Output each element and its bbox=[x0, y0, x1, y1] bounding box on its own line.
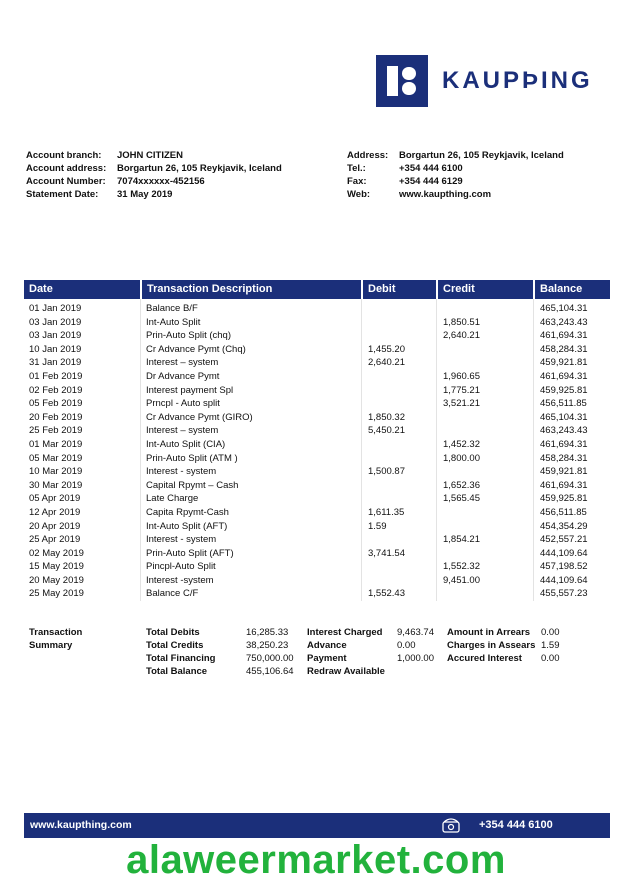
cell-date: 01 Feb 2019 bbox=[29, 370, 83, 382]
cell-debit: 1,500.87 bbox=[368, 466, 405, 478]
cell-date: 20 Apr 2019 bbox=[29, 520, 81, 532]
cell-date: 05 Apr 2019 bbox=[29, 493, 81, 505]
cell-description: Cr Advance Pymt (Chq) bbox=[146, 343, 246, 355]
cell-credit: 1,565.45 bbox=[443, 493, 480, 505]
charges-value: 1.59 bbox=[541, 640, 560, 651]
cell-credit: 1,452.32 bbox=[443, 438, 480, 450]
cell-description: Interest – system bbox=[146, 425, 219, 437]
cell-date: 02 Feb 2019 bbox=[29, 384, 83, 396]
table-row bbox=[24, 397, 610, 411]
account-number-label: Account Number: bbox=[26, 176, 106, 187]
total-debits-value: 16,285.33 bbox=[246, 627, 289, 638]
cell-date: 05 Mar 2019 bbox=[29, 452, 83, 464]
total-debits-label: Total Debits bbox=[146, 627, 200, 638]
cell-date: 02 May 2019 bbox=[29, 547, 84, 559]
table-row bbox=[24, 411, 610, 425]
cell-description: Interest payment Spl bbox=[146, 384, 234, 396]
header-date: Date bbox=[29, 283, 53, 295]
summary-title-line1: Transaction bbox=[29, 627, 83, 638]
cell-balance: 461,694.31 bbox=[540, 438, 588, 450]
cell-debit: 1,611.35 bbox=[368, 506, 405, 518]
contact-tel-value: +354 444 6100 bbox=[399, 163, 463, 174]
payment-label: Payment bbox=[307, 653, 347, 664]
cell-description: Interest - system bbox=[146, 466, 217, 478]
account-number-value: 7074xxxxxx-452156 bbox=[117, 176, 205, 187]
arrears-value: 0.00 bbox=[541, 627, 560, 638]
payment-value: 1,000.00 bbox=[397, 653, 434, 664]
advance-value: 0.00 bbox=[397, 640, 416, 651]
transactions-header bbox=[24, 280, 610, 299]
cell-balance: 465,104.31 bbox=[540, 303, 588, 314]
account-branch-value: JOHN CITIZEN bbox=[117, 150, 183, 161]
footer-bar bbox=[24, 813, 610, 838]
cell-description: Capita Rpymt-Cash bbox=[146, 506, 229, 518]
cell-balance: 461,694.31 bbox=[540, 370, 588, 382]
cell-balance: 456,511.85 bbox=[540, 506, 587, 518]
cell-balance: 444,109.64 bbox=[540, 547, 588, 559]
cell-description: Prin-Auto Split (AFT) bbox=[146, 547, 234, 559]
cell-description: Int-Auto Split bbox=[146, 316, 201, 328]
cell-date: 15 May 2019 bbox=[29, 561, 84, 573]
account-branch-label: Account branch: bbox=[26, 150, 102, 161]
cell-date: 25 Apr 2019 bbox=[29, 534, 81, 546]
cell-debit: 1,552.43 bbox=[368, 588, 405, 600]
table-row bbox=[24, 479, 610, 493]
cell-balance: 455,557.23 bbox=[540, 588, 588, 600]
cell-balance: 463,243.43 bbox=[540, 316, 588, 328]
cell-description: Prin-Auto Split (ATM ) bbox=[146, 452, 238, 464]
bank-name: KAUPÞING bbox=[442, 67, 593, 94]
cell-date: 10 Jan 2019 bbox=[29, 343, 82, 355]
cell-credit: 1,850.51 bbox=[443, 316, 480, 328]
account-info bbox=[26, 149, 282, 201]
interest-charged-value: 9,463.74 bbox=[397, 627, 434, 638]
cell-date: 25 May 2019 bbox=[29, 588, 84, 600]
account-address-label: Account address: bbox=[26, 163, 107, 174]
cell-date: 03 Jan 2019 bbox=[29, 316, 82, 328]
cell-balance: 444,109.64 bbox=[540, 574, 588, 586]
total-financing-value: 750,000.00 bbox=[246, 653, 294, 664]
table-row bbox=[24, 438, 610, 452]
advance-label: Advance bbox=[307, 640, 347, 651]
cell-credit: 3,521.21 bbox=[443, 398, 480, 410]
cell-debit: 1,850.32 bbox=[368, 411, 405, 423]
cell-credit: 1,652.36 bbox=[443, 479, 480, 491]
table-row bbox=[24, 587, 610, 601]
contact-address-value: Borgartun 26, 105 Reykjavik, Iceland bbox=[399, 150, 564, 161]
contact-web-value: www.kaupthing.com bbox=[399, 189, 492, 200]
table-row bbox=[24, 452, 610, 466]
cell-description: Dr Advance Pymt bbox=[146, 370, 220, 382]
cell-credit: 2,640.21 bbox=[443, 330, 480, 342]
table-row bbox=[24, 533, 610, 547]
cell-balance: 459,925.81 bbox=[540, 384, 588, 396]
cell-debit: 1.59 bbox=[368, 520, 387, 532]
table-row bbox=[24, 316, 610, 330]
cell-balance: 452,557.21 bbox=[540, 534, 588, 546]
cell-description: Interest - system bbox=[146, 534, 217, 546]
cell-date: 30 Mar 2019 bbox=[29, 479, 83, 491]
contact-tel-label: Tel.: bbox=[347, 163, 366, 174]
table-row bbox=[24, 492, 610, 506]
cell-balance: 461,694.31 bbox=[540, 479, 588, 491]
transactions-table bbox=[24, 302, 610, 601]
cell-balance: 458,284.31 bbox=[540, 343, 588, 355]
cell-description: Prncpl - Auto split bbox=[146, 398, 220, 410]
cell-credit: 9,451.00 bbox=[443, 574, 480, 586]
cell-credit: 1,775.21 bbox=[443, 384, 480, 396]
charges-label: Charges in Assears bbox=[447, 640, 536, 651]
cell-balance: 456,511.85 bbox=[540, 398, 587, 410]
cell-description: Capital Rpymt – Cash bbox=[146, 479, 239, 491]
total-credits-value: 38,250.23 bbox=[246, 640, 289, 651]
cell-debit: 1,455.20 bbox=[368, 343, 405, 355]
cell-description: Cr Advance Pymt (GIRO) bbox=[146, 411, 253, 423]
table-row bbox=[24, 520, 610, 534]
phone-icon bbox=[442, 817, 460, 833]
bank-contact-info bbox=[347, 149, 564, 201]
transaction-summary bbox=[24, 626, 610, 678]
table-row bbox=[24, 302, 610, 316]
cell-credit: 1,800.00 bbox=[443, 452, 480, 464]
cell-balance: 459,921.81 bbox=[540, 357, 588, 369]
total-credits-label: Total Credits bbox=[146, 640, 204, 651]
table-row bbox=[24, 560, 610, 574]
accured-interest-label: Accured Interest bbox=[447, 653, 522, 664]
watermark-text: alaweermarket.com bbox=[126, 838, 506, 882]
total-balance-value: 455,106.64 bbox=[246, 666, 294, 677]
contact-fax-value: +354 444 6129 bbox=[399, 176, 463, 187]
cell-date: 05 Feb 2019 bbox=[29, 398, 83, 410]
header-description: Transaction Description bbox=[140, 280, 272, 299]
cell-credit: 1,960.65 bbox=[443, 370, 480, 382]
table-row bbox=[24, 547, 610, 561]
footer-phone[interactable]: +354 444 6100 bbox=[479, 819, 553, 831]
table-row bbox=[24, 424, 610, 438]
cell-date: 10 Mar 2019 bbox=[29, 466, 83, 478]
statement-date-label: Statement Date: bbox=[26, 189, 99, 200]
cell-credit: 1,854.21 bbox=[443, 534, 480, 546]
cell-credit: 1,552.32 bbox=[443, 561, 480, 573]
cell-description: Int-Auto Split (CIA) bbox=[146, 438, 226, 450]
cell-balance: 461,694.31 bbox=[540, 330, 588, 342]
cell-balance: 454,354.29 bbox=[540, 520, 588, 532]
cell-balance: 457,198.52 bbox=[540, 561, 588, 573]
interest-charged-label: Interest Charged bbox=[307, 627, 383, 638]
cell-balance: 458,284.31 bbox=[540, 452, 588, 464]
cell-date: 01 Mar 2019 bbox=[29, 438, 83, 450]
total-financing-label: Total Financing bbox=[146, 653, 216, 664]
table-row bbox=[24, 329, 610, 343]
cell-date: 25 Feb 2019 bbox=[29, 425, 83, 437]
cell-balance: 459,925.81 bbox=[540, 493, 588, 505]
header-credit: Credit bbox=[436, 280, 475, 299]
header-balance: Balance bbox=[533, 280, 582, 299]
cell-description: Late Charge bbox=[146, 493, 199, 505]
cell-description: Interest – system bbox=[146, 357, 219, 369]
table-row bbox=[24, 356, 610, 370]
cell-description: Interest -system bbox=[146, 574, 214, 586]
arrears-label: Amount in Arrears bbox=[447, 627, 531, 638]
summary-title-line2: Summary bbox=[29, 640, 73, 651]
table-row bbox=[24, 506, 610, 520]
header-debit: Debit bbox=[361, 280, 396, 299]
account-address-value: Borgartun 26, 105 Reykjavik, Iceland bbox=[117, 163, 282, 174]
table-row bbox=[24, 465, 610, 479]
cell-description: Pincpl-Auto Split bbox=[146, 561, 216, 573]
cell-description: Prin-Auto Split (chq) bbox=[146, 330, 232, 342]
cell-debit: 2,640.21 bbox=[368, 357, 405, 369]
cell-description: Balance C/F bbox=[146, 588, 199, 600]
cell-debit: 3,741.54 bbox=[368, 547, 405, 559]
cell-date: 03 Jan 2019 bbox=[29, 330, 82, 342]
cell-date: 20 May 2019 bbox=[29, 574, 84, 586]
cell-date: 01 Jan 2019 bbox=[29, 303, 82, 314]
cell-debit: 5,450.21 bbox=[368, 425, 405, 437]
contact-fax-label: Fax: bbox=[347, 176, 367, 187]
table-row bbox=[24, 384, 610, 398]
footer-website[interactable]: www.kaupthing.com bbox=[30, 819, 132, 831]
cell-description: Balance B/F bbox=[146, 303, 198, 314]
cell-balance: 463,243.43 bbox=[540, 425, 588, 437]
contact-address-label: Address: bbox=[347, 150, 389, 161]
contact-web-label: Web: bbox=[347, 189, 371, 200]
cell-description: Int-Auto Split (AFT) bbox=[146, 520, 228, 532]
redraw-available-label: Redraw Available bbox=[307, 666, 385, 677]
cell-date: 31 Jan 2019 bbox=[29, 357, 82, 369]
table-row bbox=[24, 370, 610, 384]
cell-balance: 459,921.81 bbox=[540, 466, 588, 478]
cell-balance: 465,104.31 bbox=[540, 411, 588, 423]
cell-date: 20 Feb 2019 bbox=[29, 411, 83, 423]
table-row bbox=[24, 343, 610, 357]
logo-mark-icon bbox=[376, 55, 428, 107]
accured-interest-value: 0.00 bbox=[541, 653, 560, 664]
statement-date-value: 31 May 2019 bbox=[117, 189, 173, 200]
bank-logo bbox=[376, 55, 593, 107]
cell-date: 12 Apr 2019 bbox=[29, 506, 81, 518]
total-balance-label: Total Balance bbox=[146, 666, 208, 677]
table-row bbox=[24, 574, 610, 588]
